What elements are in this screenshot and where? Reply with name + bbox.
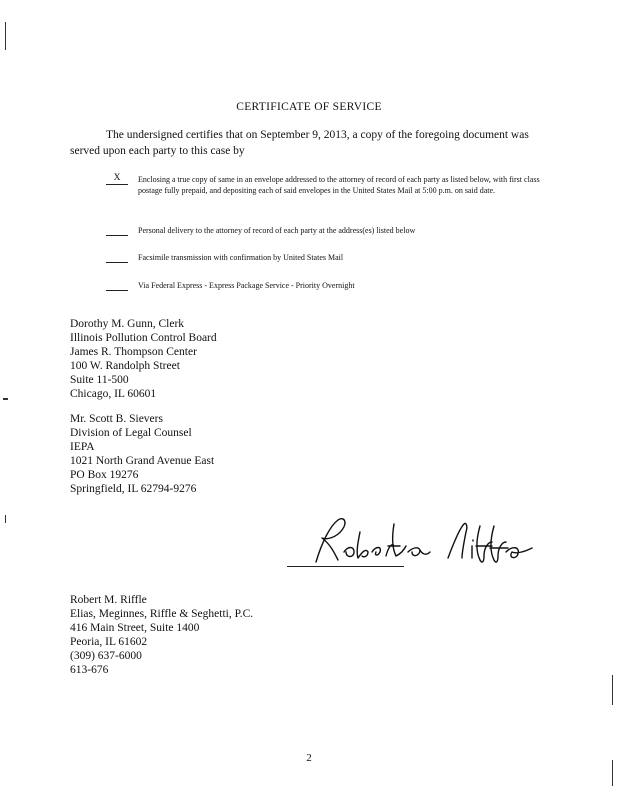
- option-checkmark: [106, 225, 128, 236]
- intro-paragraph: [70, 127, 550, 159]
- address-line: Division of Legal Counsel: [70, 427, 192, 439]
- address-line: Springfield, IL 62794-9276: [70, 483, 197, 495]
- option-text: Personal delivery to the attorney of record of each party at the address(es) listed below: [138, 226, 416, 235]
- address-line: (309) 637-6000: [70, 650, 142, 662]
- option-text: Enclosing a true copy of same in an envelope addressed to the attorney of record of each party as listed below, with first class postage fully prepaid, and depositing each of said envelopes in the United States Mail at 5:00 p.m. on said date.: [138, 175, 540, 195]
- address-line: Chicago, IL 60601: [70, 388, 157, 400]
- address-line: Mr. Scott B. Sievers: [70, 413, 163, 425]
- address-line: Elias, Meginnes, Riffle & Seghetti, P.C.: [70, 608, 254, 620]
- recipient-address-clerk: [70, 317, 217, 401]
- address-line: PO Box 19276: [70, 469, 139, 481]
- intro-text: The undersigned certifies that on September 9, 2013, a copy of the foregoing document was served upon each party to this case by: [70, 129, 529, 157]
- address-line: Robert M. Riffle: [70, 594, 147, 606]
- address-line: Suite 11-500: [70, 374, 129, 386]
- address-line: 100 W. Randolph Street: [70, 360, 180, 372]
- address-line: 1021 North Grand Avenue East: [70, 455, 215, 467]
- address-line: 613-676: [70, 664, 109, 676]
- address-line: James R. Thompson Center: [70, 346, 197, 358]
- scan-mark-left-mid: [3, 398, 8, 400]
- address-line: IEPA: [70, 441, 95, 453]
- scan-mark-left-top: [5, 22, 6, 50]
- option-text: Facsimile transmission with confirmation by United States Mail: [138, 253, 344, 262]
- address-line: 416 Main Street, Suite 1400: [70, 622, 200, 634]
- service-option-mail: [106, 174, 546, 196]
- service-option-personal: [106, 225, 546, 236]
- service-option-fedex: [106, 280, 546, 291]
- option-checkmark: [106, 280, 128, 291]
- address-line: Peoria, IL 61602: [70, 636, 148, 648]
- option-checkmark: X: [106, 174, 128, 185]
- certificate-title: CERTIFICATE OF SERVICE: [236, 101, 382, 113]
- scan-mark-right-bottom: [612, 675, 613, 705]
- recipient-address-iepa: [70, 412, 214, 496]
- option-text: Via Federal Express - Express Package Service - Priority Overnight: [138, 281, 355, 290]
- page-number: 2: [306, 752, 312, 764]
- signature-line: [287, 566, 404, 567]
- option-checkmark: [106, 252, 128, 263]
- address-line: Illinois Pollution Control Board: [70, 332, 217, 344]
- address-line: Dorothy M. Gunn, Clerk: [70, 318, 185, 330]
- scan-mark-left-lower: [5, 515, 6, 523]
- service-option-fax: [106, 252, 546, 263]
- handwritten-signature: [308, 512, 538, 574]
- sender-address: [70, 593, 253, 677]
